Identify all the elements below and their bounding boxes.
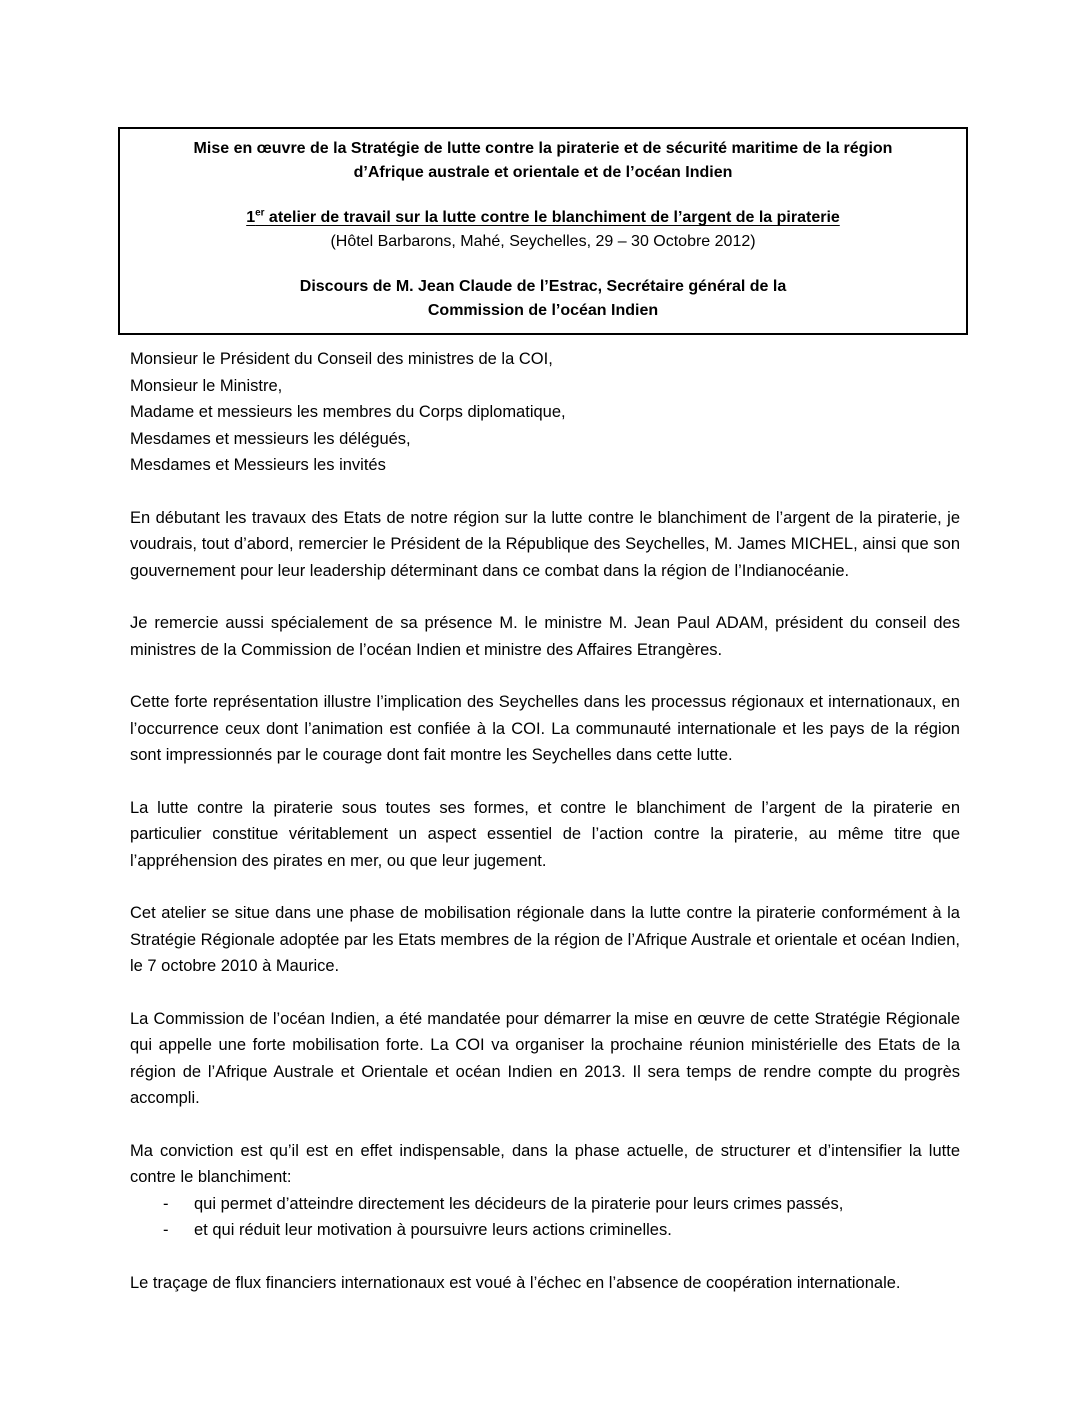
speech-body [130, 346, 960, 1296]
bullet-text: qui permet d’atteindre directement les décideurs de la piraterie pour leurs crimes passés, [194, 1194, 844, 1213]
header-box-spacer [132, 254, 954, 275]
salutation-line: Mesdames et Messieurs les invités [130, 456, 386, 474]
workshop-title [246, 209, 840, 226]
paragraph-closing: Le traçage de flux financiers internationaux est voué à l’échec en l’absence de coopération internationale. [130, 1273, 901, 1292]
paragraph-representation: Cette forte représentation illustre l’implication des Seychelles dans les processus régionaux et internationaux, en l’occurrence ceux dont l’animation est confiée à la COI. La communauté internationale et les pays de la région sont impressionnés par le courage dont fait montre les Seychelles dans cette lutte. [130, 693, 960, 764]
venue-line: (Hôtel Barbarons, Mahé, Seychelles, 29 – 30 Octobre 2012) [330, 233, 756, 250]
speech-title-line1: Discours de M. Jean Claude de l’Estrac, Secrétaire général de la [299, 278, 787, 295]
paragraph-piracy-fight: La lutte contre la piraterie sous toutes ses formes, et contre le blanchiment de l’argent de la piraterie en particulier constitue véritablement un aspect essentiel de l’action contre la piraterie, au même titre que l’appréhension des pirates en mer, ou que leur jugement. [130, 798, 960, 870]
paragraph-opening-thanks: En débutant les travaux des Etats de notre région sur la lutte contre le blanchiment de l’argent de la piraterie, je voudrais, tout d’abord, remercier le Président de la République des Seychelles, M. James MICHEL, ainsi que son gouvernement pour leur leadership déterminant dans ce combat dans la région de l’Indianocéanie. [130, 508, 960, 580]
bullet-dash: - [163, 1194, 169, 1213]
salutation-line: Monsieur le Président du Conseil des ministres de la COI, [130, 350, 553, 368]
header-box-spacer [132, 185, 954, 206]
workshop-title-text: atelier de travail sur la lutte contre le blanchiment de l’argent de la piraterie [264, 209, 840, 226]
salutation-line: Madame et messieurs les membres du Corps diplomatique, [130, 403, 566, 421]
paragraph-regional-strategy: Cet atelier se situe dans une phase de mobilisation régionale dans la lutte contre la piraterie conformément à la Stratégie Régionale adoptée par les Etats membres de la région de l’Afrique Australe et orientale et océan Indien, le 7 octobre 2010 à Maurice. [130, 904, 960, 975]
workshop-ordinal-suffix: er [255, 207, 265, 219]
bullet-dash: - [163, 1221, 169, 1239]
bullet-item [130, 1191, 960, 1218]
paragraph-coi-mandate: La Commission de l’océan Indien, a été mandatée pour démarrer la mise en œuvre de cette Stratégie Régionale qui appelle une forte mobilisation forte. La COI va organiser la prochaine réunion ministérielle des Etats de la région de l’Afrique Australe et Orientale et océan Indien en 2013. Il sera temps de rendre compte du progrès accompli. [130, 1009, 960, 1107]
paragraph-conviction [130, 1138, 960, 1244]
salutation-block [130, 346, 960, 479]
paragraph-minister-thanks: Je remercie aussi spécialement de sa présence M. le ministre M. Jean Paul ADAM, président du conseil des ministres de la Commission de l’océan Indien et ministre des Affaires Etrangères. [130, 614, 960, 659]
doc-title-line1: Mise en œuvre de la Stratégie de lutte contre la piraterie et de sécurité maritime de la région [193, 140, 893, 157]
bullet-item [130, 1217, 960, 1244]
doc-title-line2: d’Afrique australe et orientale et de l’océan Indien [353, 164, 733, 181]
salutation-line: Monsieur le Ministre, [130, 376, 283, 395]
workshop-title-line [132, 206, 954, 230]
conviction-intro: Ma conviction est qu’il est en effet indispensable, dans la phase actuelle, de structurer et d’intensifier la lutte contre le blanchiment: [130, 1141, 960, 1186]
workshop-number: 1 [246, 209, 256, 226]
bullet-text: et qui réduit leur motivation à poursuivre leurs actions criminelles. [194, 1221, 672, 1239]
speech-title-line2: Commission de l’océan Indien [427, 302, 659, 319]
salutation-line: Mesdames et messieurs les délégués, [130, 429, 411, 448]
header-box [118, 127, 968, 335]
